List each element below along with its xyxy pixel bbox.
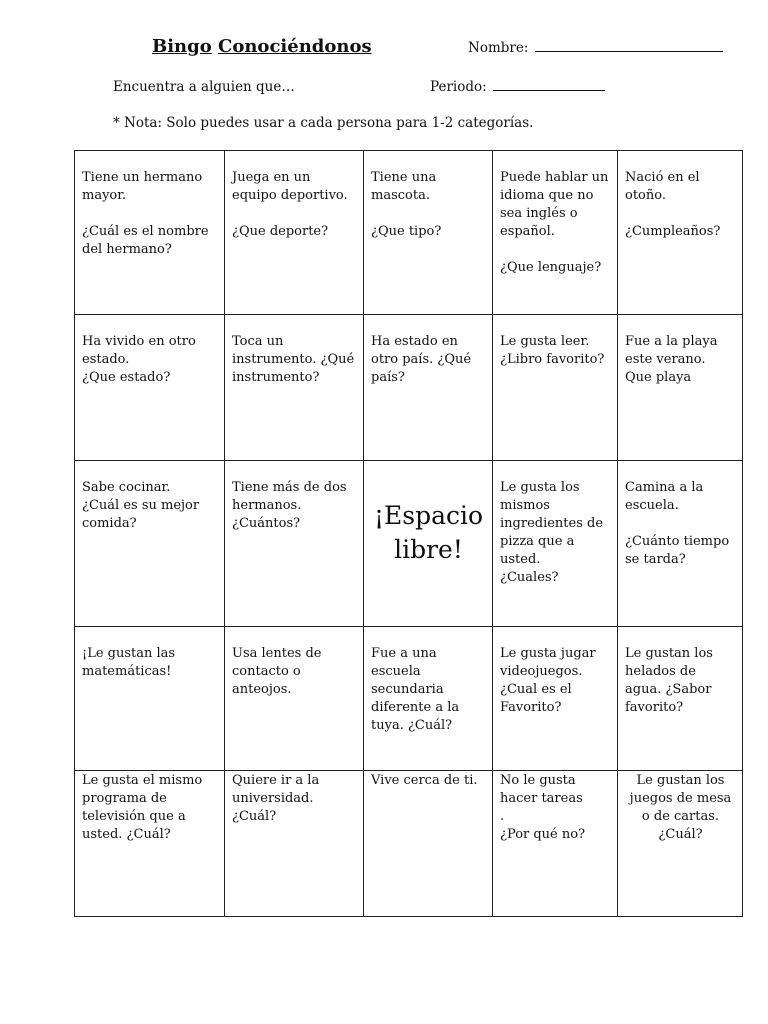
grid-row-3 xyxy=(75,461,743,627)
grid-row-1 xyxy=(75,151,743,315)
bingo-cell[interactable]: Nació en el otoño. ¿Cumpleaños? xyxy=(618,151,743,315)
bingo-cell[interactable]: Tiene un hermano mayor. ¿Cuál es el nombre del hermano? xyxy=(75,151,225,315)
bingo-cell[interactable]: Tiene más de dos hermanos. ¿Cuántos? xyxy=(225,461,364,627)
bingo-cell[interactable]: Juega en un equipo deportivo. ¿Que deporte? xyxy=(225,151,364,315)
bingo-cell[interactable]: Quiere ir a la universidad. ¿Cuál? xyxy=(225,771,364,917)
name-blank-line[interactable] xyxy=(535,41,723,52)
bingo-cell[interactable]: Ha estado en otro país. ¿Qué país? xyxy=(364,315,493,461)
free-space-cell: ¡Espacio libre! xyxy=(364,461,493,627)
grid-row-2 xyxy=(75,315,743,461)
instruction-text: Encuentra a alguien que… xyxy=(113,79,295,95)
bingo-cell[interactable]: Camina a la escuela. ¿Cuánto tiempo se tarda? xyxy=(618,461,743,627)
period-blank-line[interactable] xyxy=(493,80,605,91)
bingo-cell[interactable]: Ha vivido en otro estado. ¿Que estado? xyxy=(75,315,225,461)
bingo-cell[interactable]: Le gusta jugar videojuegos. ¿Cual es el Favorito? xyxy=(493,627,618,771)
bingo-cell[interactable]: Le gustan los juegos de mesa o de cartas. ¿Cuál? xyxy=(618,771,743,917)
grid-row-4 xyxy=(75,627,743,771)
title-bingo: Bingo xyxy=(152,36,212,57)
bingo-cell[interactable]: Fue a una escuela secundaria diferente a la tuya. ¿Cuál? xyxy=(364,627,493,771)
bingo-cell[interactable]: Vive cerca de ti. xyxy=(364,771,493,917)
title-conociendonos: Conociéndonos xyxy=(218,36,372,57)
bingo-cell[interactable]: Sabe cocinar. ¿Cuál es su mejor comida? xyxy=(75,461,225,627)
bingo-cell[interactable]: Le gustan los helados de agua. ¿Sabor favorito? xyxy=(618,627,743,771)
bingo-cell[interactable]: Usa lentes de contacto o anteojos. xyxy=(225,627,364,771)
name-field xyxy=(468,40,723,56)
bingo-cell[interactable]: Le gusta el mismo programa de televisión que a usted. ¿Cuál? xyxy=(75,771,225,917)
name-label: Nombre: xyxy=(468,40,529,56)
bingo-cell[interactable]: Tiene una mascota. ¿Que tipo? xyxy=(364,151,493,315)
grid-row-5 xyxy=(75,771,743,917)
bingo-cell[interactable]: Le gusta los mismos ingredientes de pizza que a usted. ¿Cuales? xyxy=(493,461,618,627)
bingo-cell[interactable]: No le gusta hacer tareas . ¿Por qué no? xyxy=(493,771,618,917)
period-field xyxy=(430,79,605,95)
period-label: Periodo: xyxy=(430,79,487,95)
bingo-cell[interactable]: Fue a la playa este verano. Que playa xyxy=(618,315,743,461)
page-title xyxy=(152,36,372,57)
bingo-cell[interactable]: Toca un instrumento. ¿Qué instrumento? xyxy=(225,315,364,461)
bingo-cell[interactable]: ¡Le gustan las matemáticas! xyxy=(75,627,225,771)
bingo-cell[interactable]: Le gusta leer. ¿Libro favorito? xyxy=(493,315,618,461)
bingo-cell[interactable]: Puede hablar un idioma que no sea inglés o español. ¿Que lenguaje? xyxy=(493,151,618,315)
note-text: * Nota: Solo puedes usar a cada persona para 1-2 categorías. xyxy=(113,115,534,131)
bingo-grid xyxy=(74,150,743,917)
